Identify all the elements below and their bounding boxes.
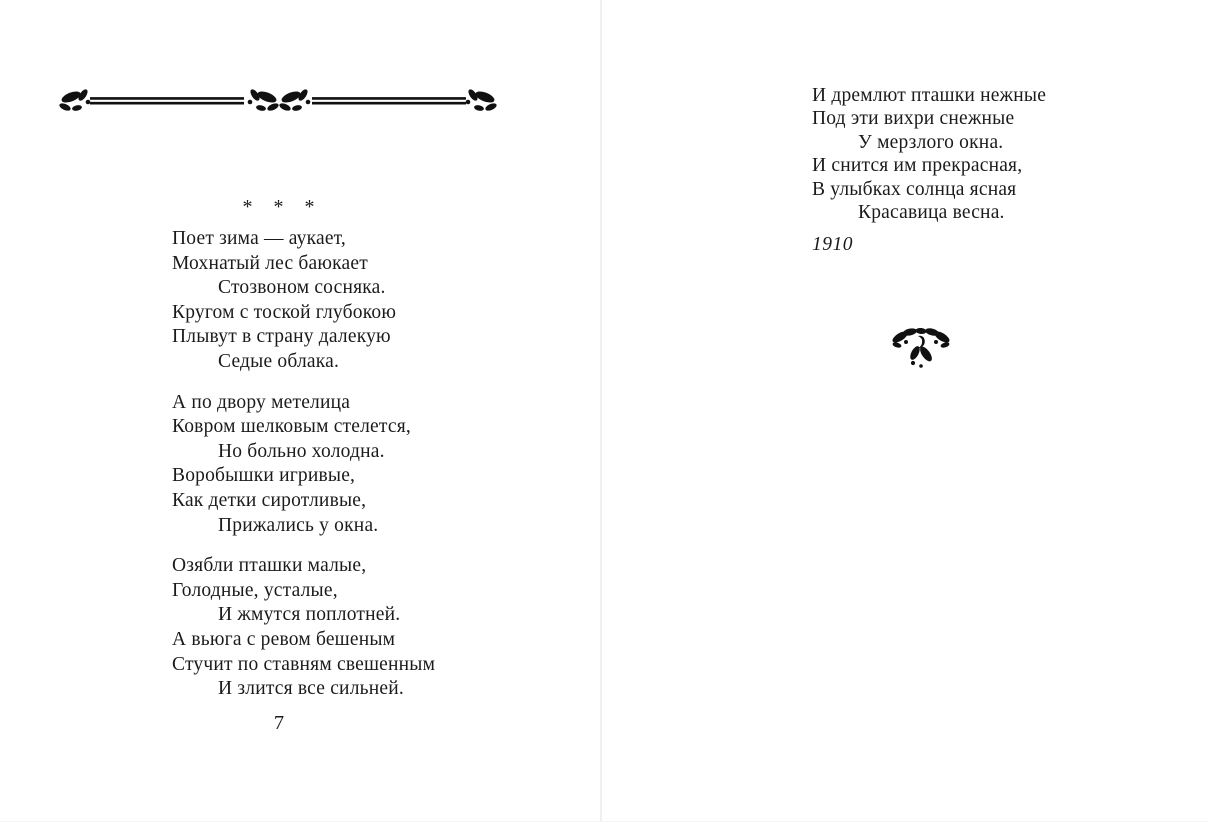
poem-line: Красавица весна. xyxy=(858,202,1005,224)
poem-line: Воробышки игривые, xyxy=(172,465,356,487)
poem-line: И злится все сильней. xyxy=(218,678,404,700)
poem-line: Голодные, усталые, xyxy=(172,579,338,601)
poem-line: Но больно холодна. xyxy=(218,440,385,462)
stanza xyxy=(172,227,502,375)
poem-line: Стучит по ставням свешенным xyxy=(172,653,436,675)
poem-text-right xyxy=(812,84,1152,224)
poem-line: Поет зима — аукает, xyxy=(172,228,347,249)
poem-line: Ковром шелковым стелется, xyxy=(172,416,411,438)
poem-line: Плывут в страну далекую xyxy=(172,326,391,348)
poem-line: И жмутся поплотней. xyxy=(218,604,401,626)
poem-line: Озябли пташки малые, xyxy=(172,555,367,577)
poem-line: И дремлют пташки нежные xyxy=(812,85,1047,106)
poem-text-left xyxy=(172,227,502,718)
stanza xyxy=(172,391,502,539)
left-page xyxy=(0,0,600,822)
poem-line: А вьюга с ревом бешеным xyxy=(172,628,396,650)
page-number: 7 xyxy=(273,712,285,734)
poem-line: Седые облака. xyxy=(218,350,340,372)
poem-line: Стозвоном сосняка. xyxy=(218,277,386,299)
ornament-divider-icon xyxy=(58,88,498,116)
fleuron-icon xyxy=(889,326,953,370)
poem-line: У мерзлого окна. xyxy=(858,131,1004,153)
poem-line: Как детки сиротливые, xyxy=(172,489,367,511)
stanza xyxy=(172,554,502,702)
section-marker: * * * xyxy=(242,196,316,218)
poem-line: Под эти вихри снежные xyxy=(812,108,1015,130)
stanza xyxy=(812,84,1152,224)
poem-line: Кругом с тоской глубокою xyxy=(172,301,397,323)
poem-line: Прижались у окна. xyxy=(218,514,379,536)
poem-line: В улыбках солнца ясная xyxy=(812,178,1017,200)
poem-year: 1910 xyxy=(812,234,853,255)
right-page xyxy=(600,0,1208,822)
poem-line: Мохнатый лес баюкает xyxy=(172,252,368,274)
poem-line: И снится им прекрасная, xyxy=(812,155,1023,177)
poem-line: А по двору метелица xyxy=(172,391,351,413)
